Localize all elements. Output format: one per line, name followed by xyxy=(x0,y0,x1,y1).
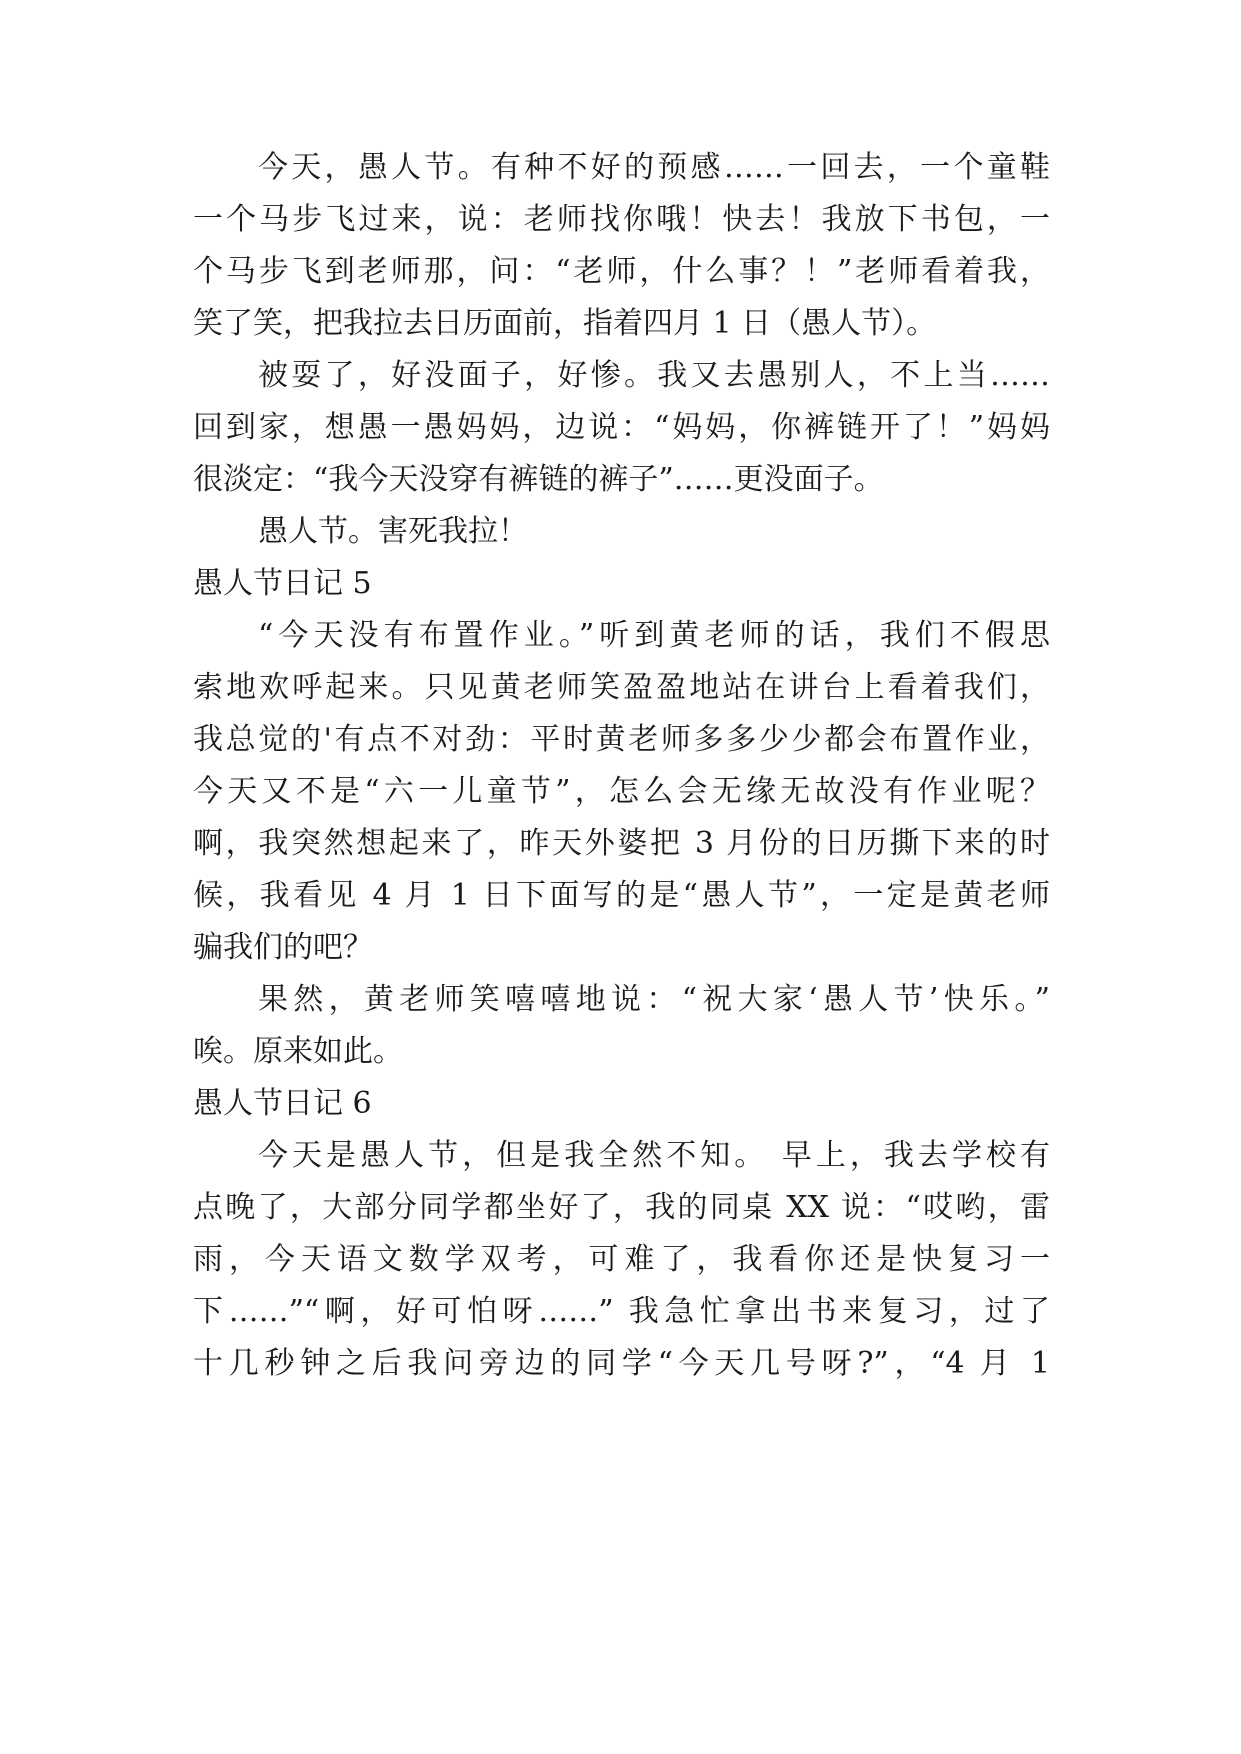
paragraph-line: 笑了笑，把我拉去日历面前，指着四月 1 日（愚人节）。 xyxy=(193,306,937,341)
paragraph-line: 愚人节。害死我拉！ xyxy=(258,514,528,549)
paragraph-line: “今天没有布置作业。”听到黄老师的话，我们不假思 xyxy=(258,618,1050,653)
paragraph-line: 点晚了，大部分同学都坐好了，我的同桌 XX 说：“哎哟，雷 xyxy=(193,1190,1050,1225)
paragraph-line: 索地欢呼起来。只见黄老师笑盈盈地站在讲台上看着我们， xyxy=(193,670,1050,705)
paragraph-line: 候，我看见 4 月 1 日下面写的是“愚人节”，一定是黄老师 xyxy=(193,878,1050,913)
section-heading: 愚人节日记 5 xyxy=(193,566,372,601)
paragraph-line: 雨，今天语文数学双考，可难了，我看你还是快复习一 xyxy=(193,1242,1050,1277)
paragraph-line: 回到家，想愚一愚妈妈，边说：“妈妈，你裤链开了！”妈妈 xyxy=(193,410,1050,445)
paragraph-line: 果然，黄老师笑嘻嘻地说：“祝大家‘愚人节’快乐。” xyxy=(258,982,1050,1017)
section-heading: 愚人节日记 6 xyxy=(193,1086,372,1121)
paragraph-line: 我总觉的'有点不对劲：平时黄老师多多少少都会布置作业， xyxy=(193,722,1050,757)
paragraph-line: 个马步飞到老师那，问：“老师，什么事？！”老师看着我， xyxy=(193,254,1050,289)
paragraph-line: 啊，我突然想起来了，昨天外婆把 3 月份的日历撕下来的时 xyxy=(193,826,1050,861)
paragraph-line: 一个马步飞过来，说：老师找你哦！快去！我放下书包，一 xyxy=(193,202,1050,237)
paragraph-line: 骗我们的吧？ xyxy=(193,930,373,965)
paragraph-line: 今天，愚人节。有种不好的预感……一回去，一个童鞋 xyxy=(258,150,1050,185)
paragraph-line: 唉。原来如此。 xyxy=(193,1034,403,1069)
paragraph-line: 十几秒钟之后我问旁边的同学“今天几号呀?”，“4 月 1 xyxy=(193,1346,1050,1381)
paragraph-line: 今天是愚人节，但是我全然不知。 早上，我去学校有 xyxy=(258,1138,1050,1173)
paragraph-line: 被耍了，好没面子，好惨。我又去愚别人，不上当…… xyxy=(258,358,1050,393)
paragraph-line: 很淡定：“我今天没穿有裤链的裤子”……更没面子。 xyxy=(193,462,884,497)
paragraph-line: 今天又不是“六一儿童节”，怎么会无缘无故没有作业呢？ xyxy=(193,774,1050,809)
paragraph-line: 下……”“啊，好可怕呀……” 我急忙拿出书来复习，过了 xyxy=(193,1294,1050,1329)
